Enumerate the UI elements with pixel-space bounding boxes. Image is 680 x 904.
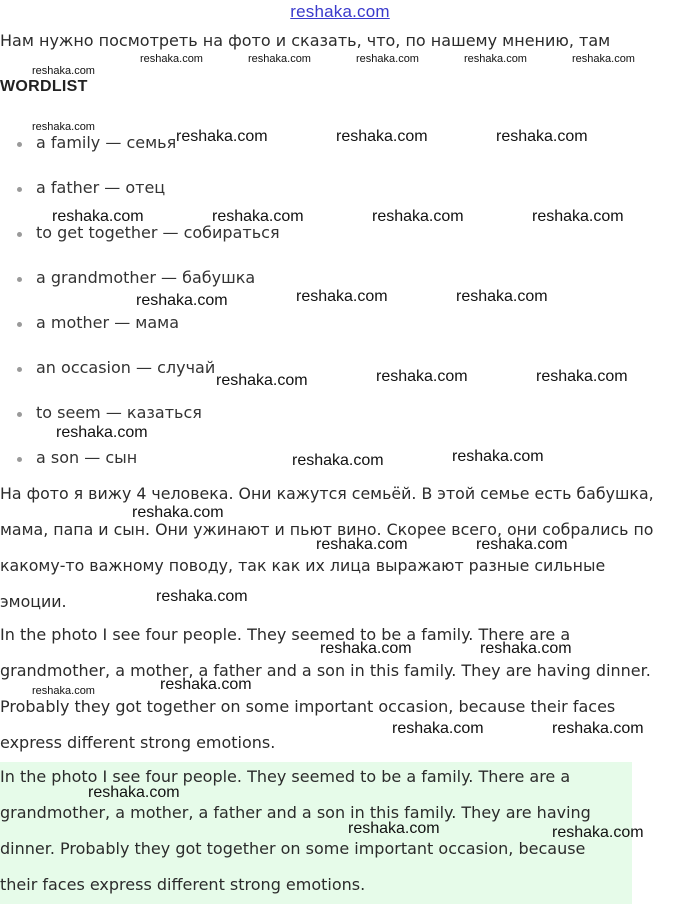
watermark: reshaka.com — [572, 53, 635, 65]
watermark: reshaka.com — [376, 368, 468, 385]
watermark: reshaka.com — [160, 676, 252, 693]
wordlist-item: a son — сын — [0, 446, 680, 491]
watermark: reshaka.com — [52, 208, 144, 225]
watermark: reshaka.com — [452, 448, 544, 465]
watermark: reshaka.com — [336, 128, 428, 145]
watermark: reshaka.com — [32, 685, 95, 697]
watermark: reshaka.com — [464, 53, 527, 65]
watermark: reshaka.com — [32, 121, 95, 133]
watermark: reshaka.com — [392, 720, 484, 737]
watermark: reshaka.com — [532, 208, 624, 225]
watermark: reshaka.com — [32, 65, 95, 77]
watermark: reshaka.com — [296, 288, 388, 305]
watermark: reshaka.com — [216, 372, 308, 389]
wordlist-item: a family — семья — [0, 131, 680, 176]
watermark: reshaka.com — [316, 536, 408, 553]
watermark: reshaka.com — [136, 292, 228, 309]
wordlist-item: an occasion — случай — [0, 356, 680, 401]
wordlist-item: to get together — собираться — [0, 221, 680, 266]
wordlist-heading: WORDLIST — [0, 78, 88, 95]
english-highlighted-paragraph: In the photo I see four people. They seemed to be a family. There are a grandmother, a mother, a father and a son in this family. They are having dinner. Probably they got together on some important occasion, because their faces express different strong emotions. — [0, 767, 591, 894]
watermark: reshaka.com — [476, 536, 568, 553]
watermark: reshaka.com — [292, 452, 384, 469]
wordlist-item: to seem — казаться — [0, 401, 680, 446]
watermark: reshaka.com — [56, 424, 148, 441]
watermark: reshaka.com — [456, 288, 548, 305]
english-paragraph: In the photo I see four people. They seemed to be a family. There are a grandmother, a mother, a father and a son in this family. They are having dinner. Probably they got together on some important occasion, because their faces express different strong emotions. — [0, 625, 651, 752]
watermark: reshaka.com — [348, 820, 440, 837]
watermark: reshaka.com — [496, 128, 588, 145]
watermark: reshaka.com — [88, 784, 180, 801]
watermark: reshaka.com — [156, 588, 248, 605]
watermark: reshaka.com — [372, 208, 464, 225]
watermark: reshaka.com — [552, 720, 644, 737]
watermark: reshaka.com — [212, 208, 304, 225]
watermark: reshaka.com — [140, 53, 203, 65]
wordlist-item: a father — отец — [0, 176, 680, 221]
intro-text: Нам нужно посмотреть на фото и сказать, что, по нашему мнению, там — [0, 31, 611, 50]
wordlist-item: a mother — мама — [0, 311, 680, 356]
watermark: reshaka.com — [176, 128, 268, 145]
watermark: reshaka.com — [356, 53, 419, 65]
watermark: reshaka.com — [248, 53, 311, 65]
watermark: reshaka.com — [132, 504, 224, 521]
site-title-link[interactable]: reshaka.com — [290, 2, 390, 21]
watermark: reshaka.com — [552, 824, 644, 841]
wordlist-item: a grandmother — бабушка — [0, 266, 680, 311]
russian-paragraph: На фото я вижу 4 человека. Они кажутся семьёй. В этой семье есть бабушка, мама, папа и сын. Они ужинают и пьют вино. Скорее всего, они собрались по какому-то важному поводу, так как их лица выражают разные сильные эмоции. — [0, 484, 654, 611]
watermark: reshaka.com — [320, 640, 412, 657]
watermark: reshaka.com — [480, 640, 572, 657]
watermark: reshaka.com — [536, 368, 628, 385]
